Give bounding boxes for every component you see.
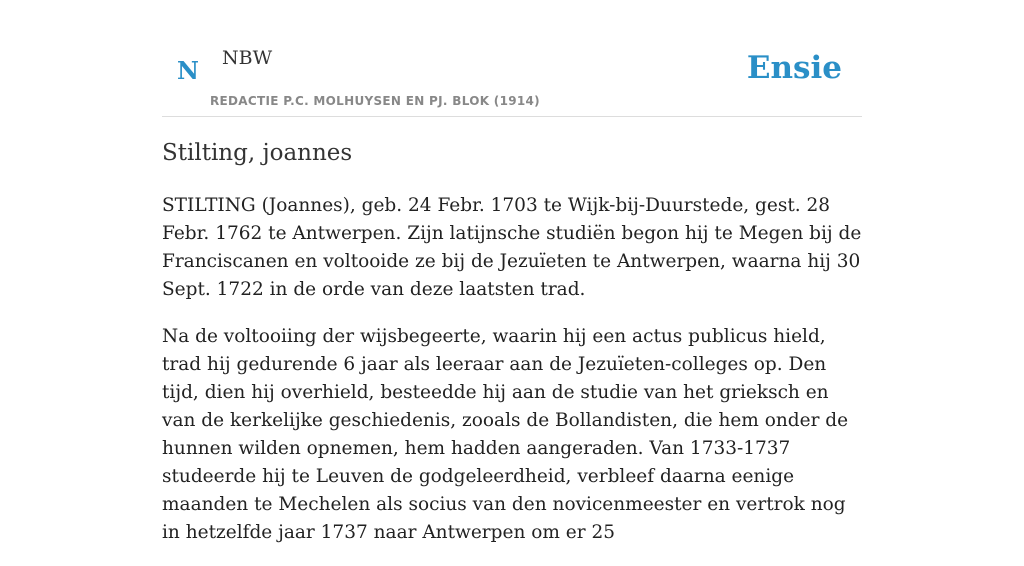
book-logo[interactable]: N: [177, 56, 199, 85]
ensie-logo-link[interactable]: Ensie: [746, 50, 842, 86]
book-editors: REDACTIE P.C. MOLHUYSEN EN PJ. BLOK (1914): [210, 94, 540, 108]
page-header: [162, 0, 862, 117]
article-paragraph: STILTING (Joannes), geb. 24 Febr. 1703 te Wijk-bij-Duurstede, gest. 28 Febr. 1762 te Antwerpen. Zijn latijnsche studiën begon hij te Megen bij de Franciscanen en voltooide ze bij de Jezuïeten te Antwerpen, waarna hij 30 Sept. 1722 in de orde van deze laatsten trad.: [162, 195, 862, 300]
book-title[interactable]: NBW: [222, 47, 273, 69]
article-body: [162, 192, 862, 566]
article-title: Stilting, joannes: [162, 140, 353, 166]
article-paragraph: Na de voltooiing der wijsbegeerte, waarin hij een actus publicus hield, trad hij gedurende 6 jaar als leeraar aan de Jezuïeten-colleges op. Den tijd, dien hij overhield, besteedde hij aan de studie van het grieksch en van de kerkelijke geschiedenis, zooals de Bollandisten, die hem onder de hunnen wilden opnemen, hem hadden aangeraden. Van 1733-1737 studeerde hij te Leuven de godgeleerdheid, verbleef daarna eenige maanden te Mechelen als socius van den novicenmeester en vertrok nog in hetzelfde jaar 1737 naar Antwerpen om er 25: [162, 326, 849, 543]
